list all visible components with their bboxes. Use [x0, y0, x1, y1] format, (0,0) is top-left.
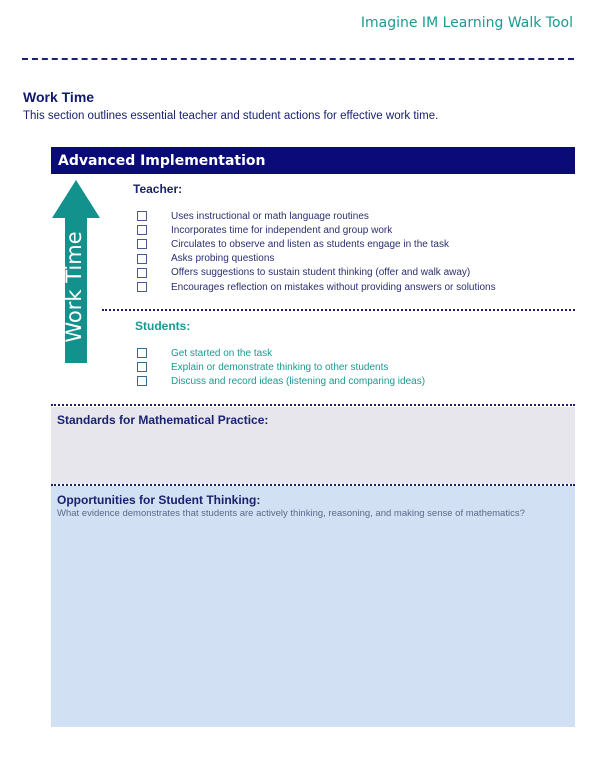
- arrow-label: Work Time: [62, 231, 86, 343]
- standards-heading: Standards for Mathematical Practice:: [57, 413, 269, 427]
- list-item[interactable]: [137, 346, 425, 360]
- checkbox[interactable]: [137, 268, 147, 278]
- checkbox[interactable]: [137, 376, 147, 386]
- list-item[interactable]: [137, 209, 496, 223]
- teacher-item-label: Uses instructional or math language routines: [171, 210, 369, 222]
- header-divider: [22, 58, 574, 60]
- opportunities-prompt: What evidence demonstrates that students are actively thinking, reasoning, and making sense of mathematics?: [57, 508, 525, 519]
- checkbox[interactable]: [137, 225, 147, 235]
- checkbox[interactable]: [137, 254, 147, 264]
- checkbox[interactable]: [137, 282, 147, 292]
- opportunities-notes-area[interactable]: [51, 486, 575, 727]
- students-heading: Students:: [135, 319, 191, 333]
- list-item[interactable]: [137, 237, 496, 251]
- opportunities-heading: Opportunities for Student Thinking:: [57, 493, 261, 507]
- student-item-label: Discuss and record ideas (listening and comparing ideas): [171, 375, 426, 387]
- teacher-student-divider: [102, 309, 575, 311]
- list-item[interactable]: [137, 360, 425, 374]
- teacher-item-label: Encourages reflection on mistakes without providing answers or solutions: [171, 281, 496, 293]
- section-title: Work Time: [23, 89, 95, 105]
- standards-divider: [51, 404, 575, 406]
- implementation-banner: Advanced Implementation: [51, 147, 575, 174]
- checkbox[interactable]: [137, 362, 147, 372]
- teacher-item-label: Circulates to observe and listen as students engage in the task: [171, 238, 449, 250]
- students-checklist: [137, 346, 425, 389]
- tool-title: Imagine IM Learning Walk Tool: [360, 15, 573, 31]
- teacher-checklist: [137, 209, 496, 294]
- checkbox[interactable]: [137, 211, 147, 221]
- student-item-label: Get started on the task: [171, 347, 273, 359]
- teacher-item-label: Asks probing questions: [171, 253, 275, 265]
- list-item[interactable]: [137, 252, 496, 266]
- list-item[interactable]: [137, 223, 496, 237]
- list-item[interactable]: [137, 266, 496, 280]
- teacher-heading: Teacher:: [133, 182, 183, 196]
- list-item[interactable]: [137, 374, 425, 388]
- checkbox[interactable]: [137, 348, 147, 358]
- section-description: This section outlines essential teacher and student actions for effective work time.: [23, 110, 439, 122]
- teacher-item-label: Offers suggestions to sustain student thinking (offer and walk away): [171, 267, 471, 279]
- checkbox[interactable]: [137, 239, 147, 249]
- list-item[interactable]: [137, 280, 496, 294]
- student-item-label: Explain or demonstrate thinking to other students: [171, 361, 389, 373]
- teacher-item-label: Incorporates time for independent and group work: [171, 224, 393, 236]
